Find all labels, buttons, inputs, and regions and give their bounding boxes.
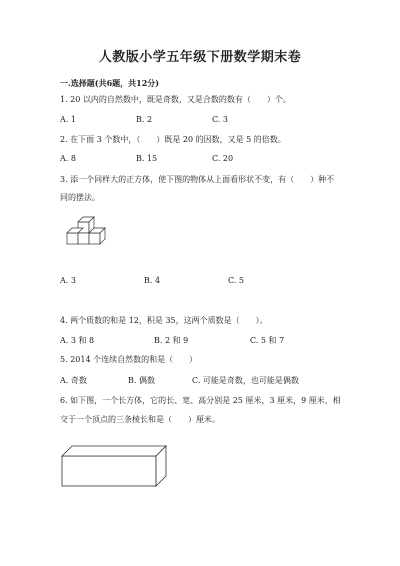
option-a: A. 1 [60,115,76,124]
option-c: C. 5 和 7 [250,336,285,345]
cuboid-figure-icon [58,442,170,492]
page-title: 人教版小学五年级下册数学期末卷 [98,50,302,65]
question-2-text: 2. 在下面 3 个数中，（ ）既是 20 的因数，又是 5 的倍数。 [60,135,286,144]
question-4-options [60,335,380,346]
cubes-figure-icon [60,214,110,248]
option-a: A. 3 和 8 [60,336,95,345]
question-3-text-line-2: 同的摆法。 [60,193,100,202]
question-5-options [60,375,380,386]
option-c: C. 可能是奇数，也可能是偶数 [192,376,299,385]
option-b: B. 15 [136,154,158,163]
option-c: C. 20 [212,154,234,163]
question-6-text-line-2: 交于一个顶点的三条棱长和是（ ）厘米。 [60,415,220,424]
question-2-options [60,154,380,165]
question-3-text-line-1: 3. 添一个同样大的正方体，使下图的物体从上面看形状不变，有（ ）种不 [60,175,335,184]
question-1-text: 1. 20 以内的自然数中，既是奇数，又是合数的数有（ ）个。 [60,95,291,104]
question-4-text: 4. 两个质数的和是 12，积是 35，这两个质数是（ ）。 [60,316,268,325]
option-b: B. 2 和 9 [154,336,189,345]
question-1-options [60,115,380,126]
question-3-options [60,276,380,287]
option-c: C. 3 [212,115,229,124]
option-a: A. 奇数 [60,376,87,385]
option-b: B. 4 [144,276,161,285]
option-b: B. 2 [136,115,153,124]
option-c: C. 5 [228,276,245,285]
question-5-text: 5. 2014 个连续自然数的和是（ ） [60,355,198,364]
question-6-text-line-1: 6. 如下图，一个长方体，它的长、宽、高分别是 25 厘米，3 厘米，9 厘米，相 [60,396,341,405]
section-heading: 一.选择题(共6题，共12分) [60,78,160,88]
option-a: A. 8 [60,154,76,163]
option-a: A. 3 [60,276,76,285]
option-b: B. 偶数 [128,376,155,385]
